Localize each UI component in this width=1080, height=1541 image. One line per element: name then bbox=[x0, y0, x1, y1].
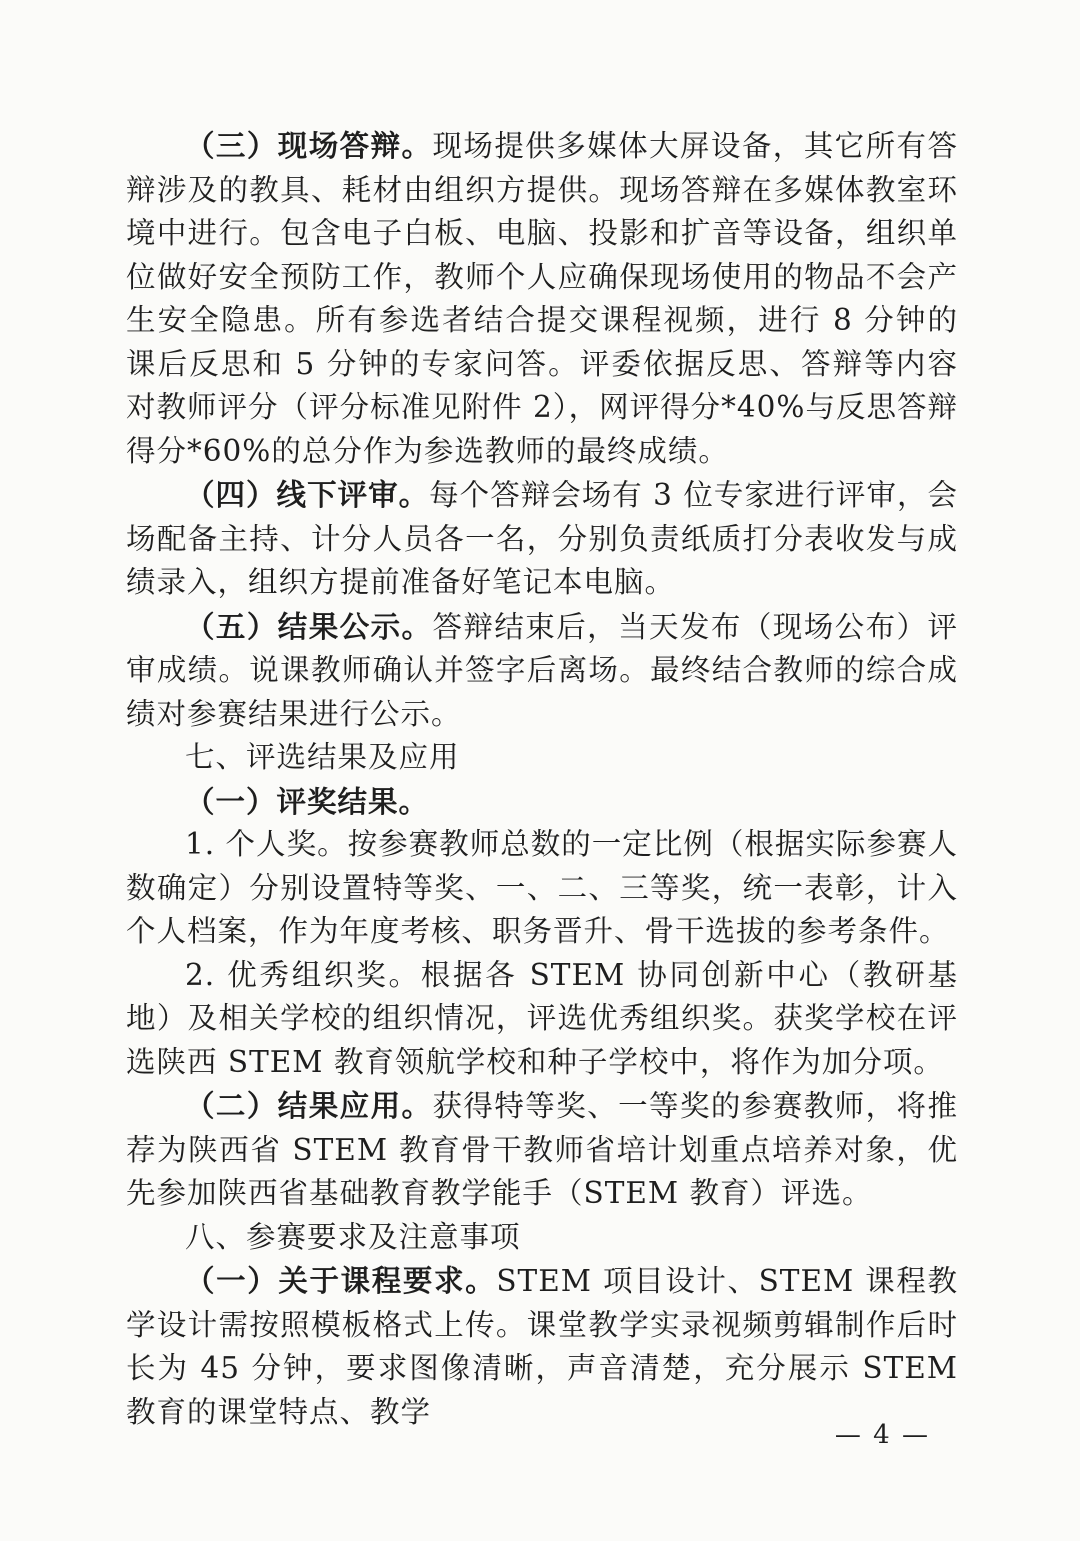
paragraph-offline-review bbox=[126, 473, 958, 605]
section-7-heading: 七、评选结果及应用 bbox=[185, 740, 460, 774]
paragraph-individual-award: 1. 个人奖。按参赛教师总数的一定比例（根据实际参赛人数确定）分别设置特等奖、一、二、三等奖，统一表彰，计入个人档案，作为年度考核、职务晋升、骨干选拔的参考条件。 bbox=[126, 827, 958, 948]
lead-result-publicity: （五）结果公示。 bbox=[185, 608, 433, 644]
lead-offline-review: （四）线下评审。 bbox=[185, 477, 430, 512]
section-7-sub1-heading: （一）评奖结果。 bbox=[185, 783, 430, 819]
text-offline-review: 每个答辩会场有 3 位专家进行评审，会场配备主持、计分人员各一名，分别负责纸质打分表收发与成绩录入，组织方提前准备好笔记本电脑。 bbox=[126, 478, 958, 599]
paragraph-onsite-defense bbox=[126, 124, 958, 473]
text-result-publicity: 答辩结束后，当天发布（现场公布）评审成绩。说课教师确认并签字后离场。最终结合教师的综合成绩对参赛结果进行公示。 bbox=[126, 609, 958, 731]
lead-course-requirements: （一）关于课程要求。 bbox=[185, 1263, 497, 1298]
lead-result-application: （二）结果应用。 bbox=[185, 1088, 433, 1123]
section-8-heading: 八、参赛要求及注意事项 bbox=[185, 1219, 521, 1254]
paragraph-result-application bbox=[126, 1084, 958, 1216]
text-onsite-defense: 现场提供多媒体大屏设备，其它所有答辩涉及的教具、耗材由组织方提供。现场答辩在多媒体教室环境中进行。包含电子白板、电脑、投影和扩音等设备，组织单位做好安全预防工作，教师个人应确保现场使用的物品不会产生安全隐患。所有参选者结合提交课程视频，进行 8 分钟的课后反思和 5 分钟的专家问答。评委依据反思、答辩等内容对教师评分（评分标准见附件 2），网评得分*40%与反思答辩得分*60%的总分作为参选教师的最终成绩。 bbox=[126, 129, 958, 468]
paragraph-course-requirements bbox=[126, 1259, 958, 1434]
paragraph-result-publicity bbox=[126, 605, 958, 737]
page-number: — 4 — bbox=[834, 1420, 930, 1450]
lead-onsite-defense: （三）现场答辩。 bbox=[185, 128, 433, 163]
text-result-application: 获得特等奖、一等奖的参赛教师，将推荐为陕西省 STEM 教育骨干教师省培计划重点培养对象，优先参加陕西省基础教育教学能手（STEM 教育）评选。 bbox=[126, 1089, 958, 1210]
text-course-requirements: STEM 项目设计、STEM 课程教学设计需按照模板格式上传。课堂教学实录视频剪辑制作后时长为 45 分钟，要求图像清晰，声音清楚，充分展示 STEM 教育的课堂特点、教学 bbox=[126, 1264, 958, 1429]
paragraph-organization-award: 2. 优秀组织奖。根据各 STEM 协同创新中心（教研基地）及相关学校的组织情况，评选优秀组织奖。获奖学校在评选陕西 STEM 教育领航学校和种子学校中，将作为加分项。 bbox=[126, 957, 958, 1079]
